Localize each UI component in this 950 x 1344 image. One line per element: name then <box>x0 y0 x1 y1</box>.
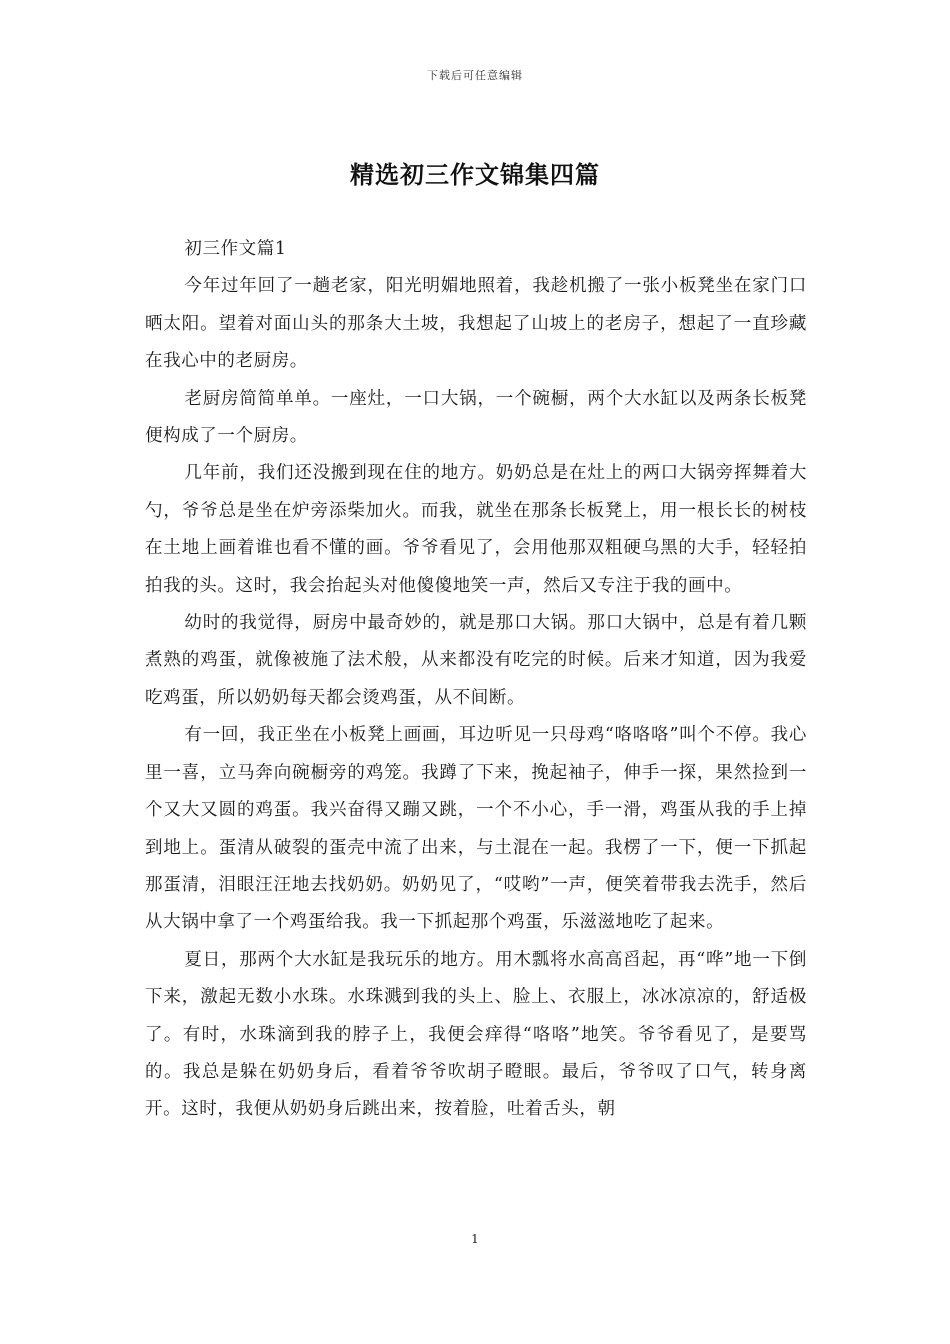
paragraph-1: 今年过年回了一趟老家，阳光明媚地照着，我趁机搬了一张小板凳坐在家门口晒太阳。望着对面山头的那条大土坡，我想起了山坡上的老房子，想起了一直珍藏在我心中的老厨房。 <box>145 276 807 372</box>
paragraph-5: 有一回，我正坐在小板凳上画画，耳边听见一只母鸡“咯咯咯”叫个不停。我心里一喜，立马奔向碗橱旁的鸡笼。我蹲了下来，挽起袖子，伸手一探，果然捡到一个又大又圆的鸡蛋。我兴奋得又蹦又跳，一个不小心，手一滑，鸡蛋从我的手上掉到地上。蛋清从破裂的蛋壳中流了出来，与土混在一起。我楞了一下，便一下抓起那蛋清，泪眼汪汪地去找奶奶。奶奶见了，“哎哟”一声，便笑着带我去洗手，然后从大锅中拿了一个鸡蛋给我。我一下抓起那个鸡蛋，乐滋滋地吃了起来。 <box>145 725 807 933</box>
paragraph-6: 夏日，那两个大水缸是我玩乐的地方。用木瓢将水高高舀起，再“哗”地一下倒下来，激起无数小水珠。水珠溅到我的头上、脸上、衣服上，冰冰凉凉的，舒适极了。有时，水珠滴到我的脖子上，我便会痒得“咯咯”地笑。爷爷看见了，是要骂的。我总是躲在奶奶身后，看着爷爷吹胡子瞪眼。最后，爷爷叹了口气，转身离开。这时，我便从奶奶身后跳出来，按着脸，吐着舌头，朝 <box>145 949 807 1120</box>
paragraph-3: 几年前，我们还没搬到现在住的地方。奶奶总是在灶上的两口大锅旁挥舞着大勺，爷爷总是坐在炉旁添柴加火。而我，就坐在那条长板凳上，用一根长长的树枝在土地上画着谁也看不懂的画。爷爷看见了，会用他那双粗硬乌黑的大手，轻轻拍拍我的头。这时，我会抬起头对他傻傻地笑一声，然后又专注于我的画中。 <box>145 463 807 596</box>
document-body <box>145 231 807 1129</box>
header-note: 下载后可任意编辑 <box>427 69 523 82</box>
paragraph-2: 老厨房简简单单。一座灶，一口大锅，一个碗橱，两个大水缸以及两条长板凳便构成了一个厨房。 <box>145 388 807 447</box>
section-heading: 初三作文篇1 <box>184 239 287 259</box>
document-title: 精选初三作文锦集四篇 <box>350 160 600 189</box>
page-number: 1 <box>471 1232 479 1246</box>
paragraph-4: 幼时的我觉得，厨房中最奇妙的，就是那口大锅。那口大锅中，总是有着几颗煮熟的鸡蛋，就像被施了法术般，从来都没有吃完的时候。后来才知道，因为我爱吃鸡蛋，所以奶奶每天都会烫鸡蛋，从不间断。 <box>145 613 807 708</box>
